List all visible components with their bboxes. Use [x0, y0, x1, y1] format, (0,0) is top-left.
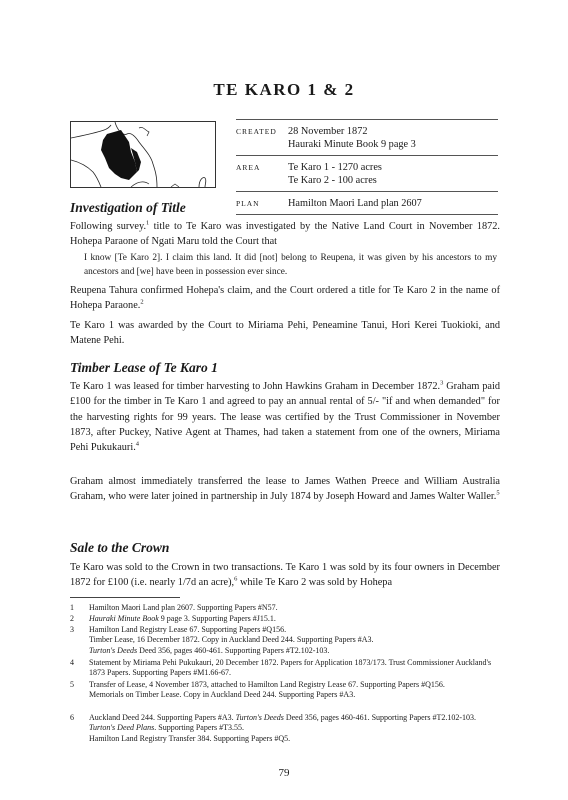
quotation: I know [Te Karo 2]. I claim this land. It did [not] belong to Reupena, it was given by his ancestors to my ancestors and [we] have been in possession ever since.: [84, 253, 497, 277]
land-details-table: [236, 119, 498, 215]
footnote-5: 5 Transfer of Lease, 4 November 1873, attached to Hamilton Land Registry Lease 67. Supporting Papers #Q156. Memorials on Timber Lease. Copy in Auckland Deed 244. Supporting Papers #A3.: [70, 680, 445, 700]
paragraph-1: Following survey.$^1$ title to Te Karo was investigated by the Native Land Court in November 1872. Hohepa Paraone of Ngati Maru told the Court that: [70, 219, 500, 248]
area-row: [236, 156, 498, 192]
footnote-ref-3: 3: [440, 379, 444, 387]
area-label: AREA: [236, 163, 261, 172]
footnote-ref-5: 5: [496, 489, 500, 497]
plan-value: Hamilton Maori Land plan 2607: [288, 198, 422, 209]
created-date: 28 November 1872: [288, 126, 368, 137]
footnote-ref-1: 1: [146, 219, 150, 227]
map-image: [71, 122, 215, 187]
footnote-ref-4: 4: [135, 440, 140, 448]
paragraph-3: Te Karo 1 was awarded by the Court to Miriama Pehi, Peneamine Tanui, Hori Kerei Tuokioki, and Matene Pehi.: [70, 320, 500, 347]
location-map: [70, 121, 216, 188]
paragraph-6: Te Karo was sold to the Crown in two transactions. Te Karo 1 was sold by its four owners in December 1872 for £100 (i.e. nearly 1/7d an acre),$^6$ while Te Karo 2 was sold by Hohepa: [70, 562, 500, 589]
paragraph-4: Te Karo 1 was leased for timber harvesting to John Hawkins Graham in December 1872.$^3$ Graham paid £100 for the timber in Te Karo 1 and agreed to pay an annual rental of 5/- "if and when demanded" for the harvesting rights for 99 years. The lease was certified by the Trust Commissioner in November 1873, after Puckey, Native Agent at Thames, had taken a statement from one of the owners, Miriama Pehi Pukukauri.$^4$: [70, 379, 500, 454]
footnote-4: 4 Statement by Miriama Pehi Pukukauri, 20 December 1872. Papers for Application 1873/173. Trust Commissioner Auckland's 1873 Papers. Supporting Papers #M1.66-67.: [70, 658, 492, 678]
footnote-ref-6: 6: [234, 575, 238, 583]
created-source: Hauraki Minute Book 9 page 3: [288, 139, 416, 150]
section-heading-investigation: Investigation of Title: [70, 200, 186, 215]
footnote-3: 3 Hamilton Land Registry Lease 67. Supporting Papers #Q156. Timber Lease, 16 December 1872. Copy in Auckland Deed 244. Supporting Papers #A3. Turton's Deeds Deed 356, pages 460-461. Supporting Papers #T2.102-103.: [70, 625, 374, 655]
footnote-6: 6 Auckland Deed 244. Supporting Papers #A3. Turton's Deeds Deed 356, pages 460-461. Supporting Papers #T2.102-103. Turton's Deed Plans. Supporting Papers #T3.55. Hamilton Land Registry Transfer 384. Supporting Papers #Q5.: [70, 713, 477, 743]
paragraph-2: Reupena Tahura confirmed Hohepa's claim, and the Court ordered a title for Te Karo 2 in the name of Hohepa Paraone.$^2$: [70, 285, 500, 312]
plan-label: PLAN: [236, 199, 260, 208]
created-label: CREATED: [236, 127, 277, 136]
page-title: TE KARO 1 & 2: [213, 80, 355, 99]
plan-row: [236, 192, 498, 215]
footnote-2: 2 Hauraki Minute Book 9 page 3. Supporting Papers #J15.1.: [70, 614, 276, 623]
paragraph-5: Graham almost immediately transferred the lease to James Wathen Preece and William Australia Graham, who were later joined in partnership in July 1874 by Joseph Howard and James Walter Waller.$^5$: [70, 476, 500, 503]
footnote-1: 1 Hamilton Maori Land plan 2607. Supporting Papers #N57.: [70, 603, 278, 612]
area-value-2: Te Karo 2 - 100 acres: [288, 175, 377, 186]
footnote-divider: [70, 597, 180, 598]
footnote-ref-2: 2: [140, 298, 144, 306]
page-number: 79: [278, 767, 290, 779]
area-value-1: Te Karo 1 - 1270 acres: [288, 162, 382, 173]
section-heading-sale: Sale to the Crown: [70, 540, 170, 555]
section-heading-timber-lease: Timber Lease of Te Karo 1: [70, 360, 218, 375]
created-row: [236, 119, 498, 156]
